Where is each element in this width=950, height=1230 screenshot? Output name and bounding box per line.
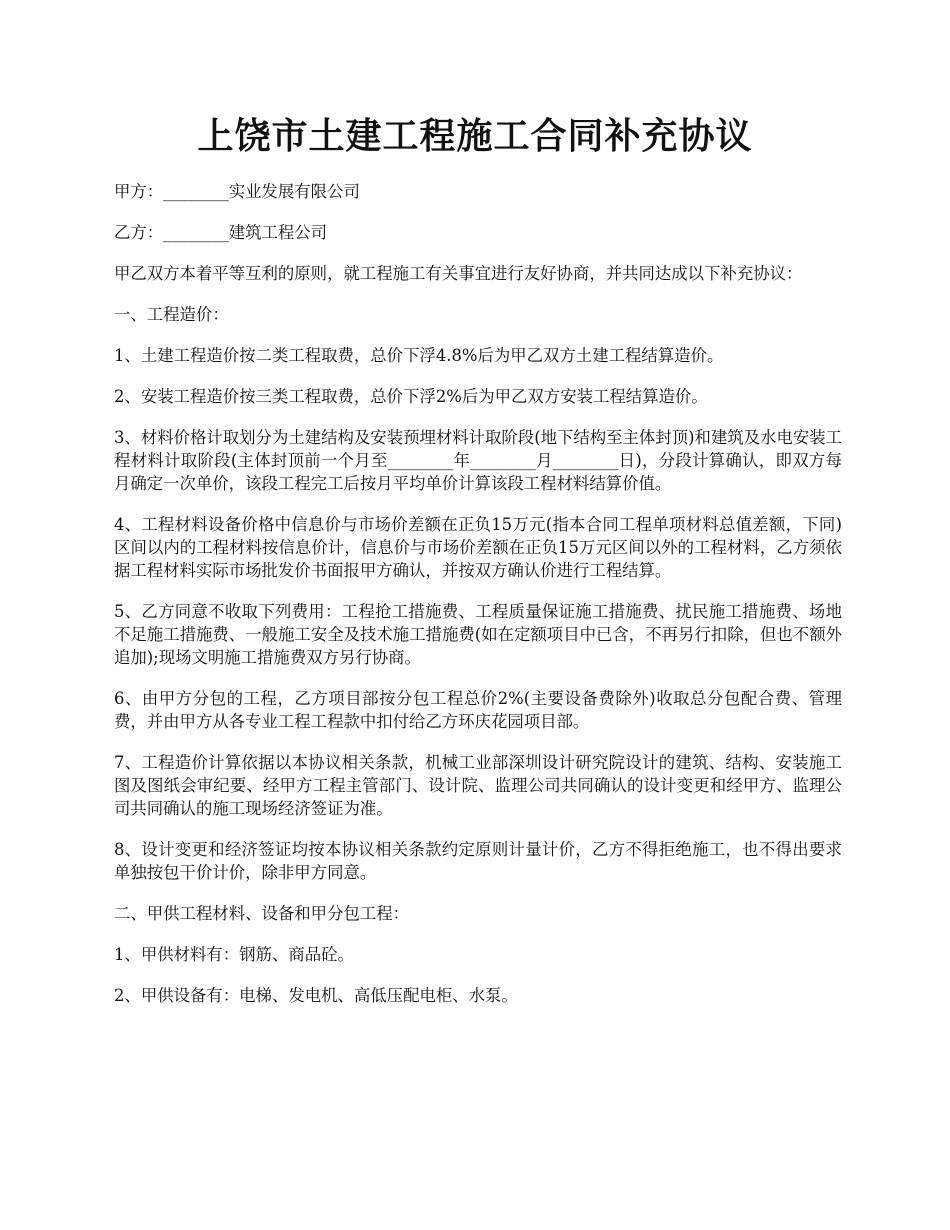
- clause-1-8: 8、设计变更和经济签证均按本协议相关条款约定原则计量计价，乙方不得拒绝施工，也不得出要求单独按包干价计价，除非甲方同意。: [114, 840, 842, 882]
- party-b-line: 乙方：________建筑工程公司: [114, 223, 328, 242]
- clause-1-1: 1、土建工程造价按二类工程取费，总价下浮4.8%后为甲乙双方土建工程结算造价。: [114, 346, 724, 365]
- clause-2-1: 1、甲供材料有：钢筋、商品砼。: [114, 945, 354, 964]
- clause-1-5: 5、乙方同意不收取下列费用：工程抢工措施费、工程质量保证施工措施费、扰民施工措施费、场地不足施工措施费、一般施工安全及技术施工措施费(如在定额项目中已含，不再另行扣除，但也不额外追加);现场文明施工措施费双方另行协商。: [114, 602, 842, 667]
- clause-1-7: 7、工程造价计算依据以本协议相关条款，机械工业部深圳设计研究院设计的建筑、结构、安装施工图及图纸会审纪要、经甲方工程主管部门、设计院、监理公司共同确认的设计变更和经甲方、监理公司共同确认的施工现场经济签证为准。: [114, 753, 842, 818]
- document-body: [114, 180, 842, 1025]
- clause-1-2: 2、安装工程造价按三类工程取费，总价下浮2%后为甲乙双方安装工程结算造价。: [114, 387, 708, 406]
- section-heading-supply: 二、甲供工程材料、设备和甲分包工程：: [114, 904, 410, 923]
- party-a-line: 甲方：________实业发展有限公司: [114, 182, 360, 201]
- preamble-paragraph: 甲乙双方本着平等互利的原则，就工程施工有关事宜进行友好协商，并共同达成以下补充协议：: [114, 264, 803, 283]
- section-heading-cost: 一、工程造价：: [114, 305, 229, 324]
- clause-1-3: 3、材料价格计取划分为土建结构及安装预埋材料计取阶段(地下结构至主体封顶)和建筑及水电安装工程材料计取阶段(主体封顶前一个月至________年________月________日)，分段计算确认，即双方每月确定一次单价，该段工程完工后按月平均单价计算该段工程材料结算价值。: [114, 428, 843, 493]
- document-title: 上饶市土建工程施工合同补充协议: [197, 115, 753, 157]
- clause-1-4: 4、工程材料设备价格中信息价与市场价差额在正负15万元(指本合同工程单项材料总值差额，下同)区间以内的工程材料按信息价计，信息价与市场价差额在正负15万元区间以外的工程材料，乙方须依据工程材料实际市场批发价书面报甲方确认，并按双方确认价进行工程结算。: [114, 515, 842, 580]
- clause-1-6: 6、由甲方分包的工程，乙方项目部按分包工程总价2%(主要设备费除外)收取总分包配合费、管理费，并由甲方从各专业工程工程款中扣付给乙方环庆花园项目部。: [114, 689, 842, 731]
- clause-2-2: 2、甲供设备有：电梯、发电机、高低压配电柜、水泵。: [114, 986, 518, 1005]
